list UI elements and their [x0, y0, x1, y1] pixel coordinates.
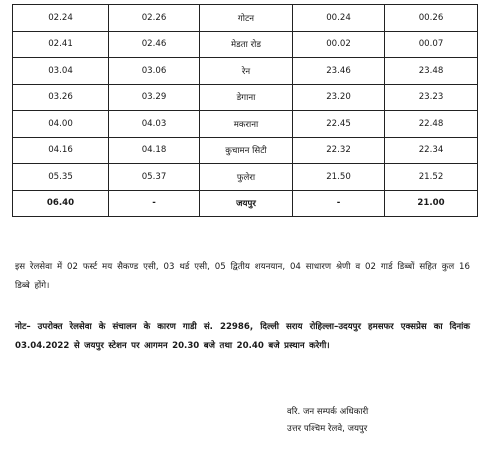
arrival-cell: 03.26: [13, 84, 109, 111]
station-cell: फुलेरा: [200, 164, 293, 191]
departure-cell: 02.26: [109, 5, 200, 32]
station-cell: मकराना: [200, 111, 293, 138]
table-row: [13, 190, 478, 217]
return-arrival-cell: 00.02: [293, 31, 385, 58]
departure-cell: 04.18: [109, 137, 200, 164]
note-paragraph: नोट– उपरोक्त रेलसेवा के संचालन के कारण गाडी सं. 22986, दिल्ली सराय रोहिल्ला–उदयपुर हमसफर एक्सप्रेस का दिनांक 03.04.2022 से जयपुर स्टेशन पर आगमन 20.30 बजे तथा 20.40 बजे प्रस्थान करेगी।: [15, 322, 470, 351]
return-departure-cell: 00.26: [385, 5, 478, 32]
table-row: [13, 84, 478, 111]
return-arrival-cell: 23.46: [293, 58, 385, 85]
departure-cell: 04.03: [109, 111, 200, 138]
signature-designation: वरि. जन सम्पर्क अधिकारी: [287, 407, 369, 417]
return-departure-cell: 22.48: [385, 111, 478, 138]
table-row: [13, 58, 478, 85]
arrival-cell: 03.04: [13, 58, 109, 85]
departure-cell: 03.29: [109, 84, 200, 111]
return-arrival-cell: 23.20: [293, 84, 385, 111]
departure-cell: 02.46: [109, 31, 200, 58]
arrival-cell: 04.16: [13, 137, 109, 164]
return-departure-cell: 00.07: [385, 31, 478, 58]
table-row: [13, 137, 478, 164]
station-cell: गोटन: [200, 5, 293, 32]
return-departure-cell: 23.48: [385, 58, 478, 85]
table-row: [13, 31, 478, 58]
timetable-body: [13, 5, 478, 217]
station-cell: जयपुर: [200, 190, 293, 217]
station-cell: रेन: [200, 58, 293, 85]
signature-block: [287, 404, 368, 438]
coach-composition-paragraph: इस रेलसेवा में 02 फर्स्ट मय सैकण्ड एसी, 03 थर्ड एसी, 05 द्वितीय शयनयान, 04 साधारण श्रेणी व 02 गार्ड डिब्बों सहित कुल 16 डिब्बे होंगे।: [15, 262, 470, 291]
station-cell: कुचामन सिटी: [200, 137, 293, 164]
station-cell: मेडता रोड: [200, 31, 293, 58]
table-row: [13, 5, 478, 32]
arrival-cell: 06.40: [13, 190, 109, 217]
arrival-cell: 05.35: [13, 164, 109, 191]
return-departure-cell: 23.23: [385, 84, 478, 111]
return-departure-cell: 22.34: [385, 137, 478, 164]
return-arrival-cell: 21.50: [293, 164, 385, 191]
arrival-cell: 02.41: [13, 31, 109, 58]
arrival-cell: 04.00: [13, 111, 109, 138]
departure-cell: 03.06: [109, 58, 200, 85]
departure-cell: 05.37: [109, 164, 200, 191]
table-row: [13, 164, 478, 191]
arrival-cell: 02.24: [13, 5, 109, 32]
signature-office: उत्तर पश्चिम रेलवे, जयपुर: [287, 424, 368, 434]
return-arrival-cell: 22.45: [293, 111, 385, 138]
station-cell: डेगाना: [200, 84, 293, 111]
table-row: [13, 111, 478, 138]
departure-cell: -: [109, 190, 200, 217]
return-departure-cell: 21.00: [385, 190, 478, 217]
train-timetable: [12, 4, 478, 217]
return-departure-cell: 21.52: [385, 164, 478, 191]
return-arrival-cell: 00.24: [293, 5, 385, 32]
return-arrival-cell: 22.32: [293, 137, 385, 164]
return-arrival-cell: -: [293, 190, 385, 217]
